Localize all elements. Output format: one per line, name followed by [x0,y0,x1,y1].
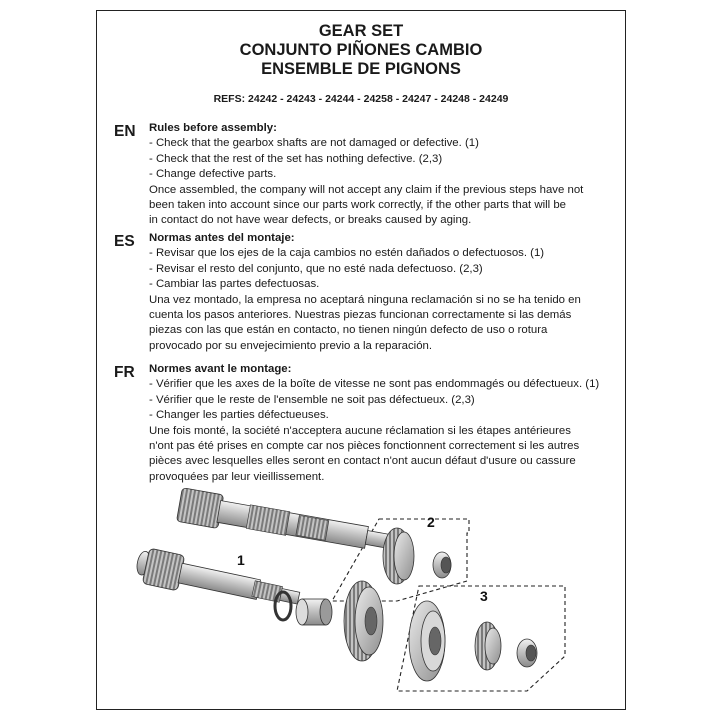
section-line: pièces avec lesquelles elles seront en contact n'ont aucun défaut d'usure ou cassure [149,455,576,468]
refs-line: REFS: 24242 - 24243 - 24244 - 24258 - 24247 - 24248 - 24249 [213,93,509,105]
gear-3-hub [409,601,445,681]
section-line: n'ont pas été prises en compte car nos pièces fonctionnent correctement si les autres [149,440,580,453]
callout-1: 1 [237,552,245,568]
title-line-fr: ENSEMBLE DE PIGNONS [261,60,461,78]
section-line: in contact do not have wear defects, or breaks caused by aging. [149,214,472,227]
title-line-es: CONJUNTO PIÑONES CAMBIO [239,41,483,59]
section-line: cuenta los pasos anteriores. Nuestras piezas funcionan correctamente si las demás [149,309,572,322]
section-es [149,231,619,354]
lang-code-en: EN [114,123,136,140]
section-line: Une fois monté, la société n'acceptera aucune réclamation si les étapes antérieures [149,424,571,437]
lang-code-fr: FR [114,364,135,381]
title-block [97,22,625,79]
section-line: - Changer les parties défectueuses. [149,409,329,422]
instruction-sheet [96,10,626,710]
gear-3 [475,622,537,670]
section-heading: Rules before assembly: [149,122,277,134]
section-en [149,121,619,229]
section-line: - Revisar que los ejes de la caja cambios no estén dañados o defectuosos. (1) [149,247,545,260]
section-line: - Change defective parts. [149,168,277,181]
upper-shaft [176,488,394,559]
section-line: piezas con las que están en contacto, no tienen ningún defecto de uso o rotura [149,324,548,337]
synchro-gear [344,581,383,661]
section-line: Once assembled, the company will not accept any claim if the previous steps have not [149,183,584,196]
section-line: Una vez montado, la empresa no aceptará ninguna reclamación si no se ha tenido en [149,293,581,306]
section-line: been taken into account since our parts work correctly, if the other parts that will be [149,199,567,212]
gear-set-illustration [97,481,627,711]
title-line-en: GEAR SET [318,22,404,40]
section-fr [149,362,619,485]
lower-shaft [133,546,302,616]
lang-code-es: ES [114,233,135,250]
section-line: - Vérifier que les axes de la boîte de vitesse ne sont pas endommagés ou défectueux. (1) [149,378,600,391]
gear-2 [383,528,451,584]
section-heading: Normes avant le montage: [149,363,292,375]
callout-3: 3 [480,588,488,604]
callout-2: 2 [427,514,435,530]
section-line: - Check that the gearbox shafts are not damaged or defective. (1) [149,137,479,150]
section-line: - Vérifier que le reste de l'ensemble ne soit pas défectueux. (2,3) [149,393,475,406]
section-line: provoquées par leur vieillissement. [149,470,325,483]
roller-bearing [296,599,332,625]
section-line: - Cambiar las partes defectuosas. [149,278,320,291]
section-heading: Normas antes del montaje: [149,232,295,244]
section-line: provocado por su envejecimiento previo a la reparación. [149,339,433,352]
section-line: - Revisar el resto del conjunto, que no esté nada defectuoso. (2,3) [149,262,483,275]
section-line: - Check that the rest of the set has nothing defective. (2,3) [149,152,443,165]
